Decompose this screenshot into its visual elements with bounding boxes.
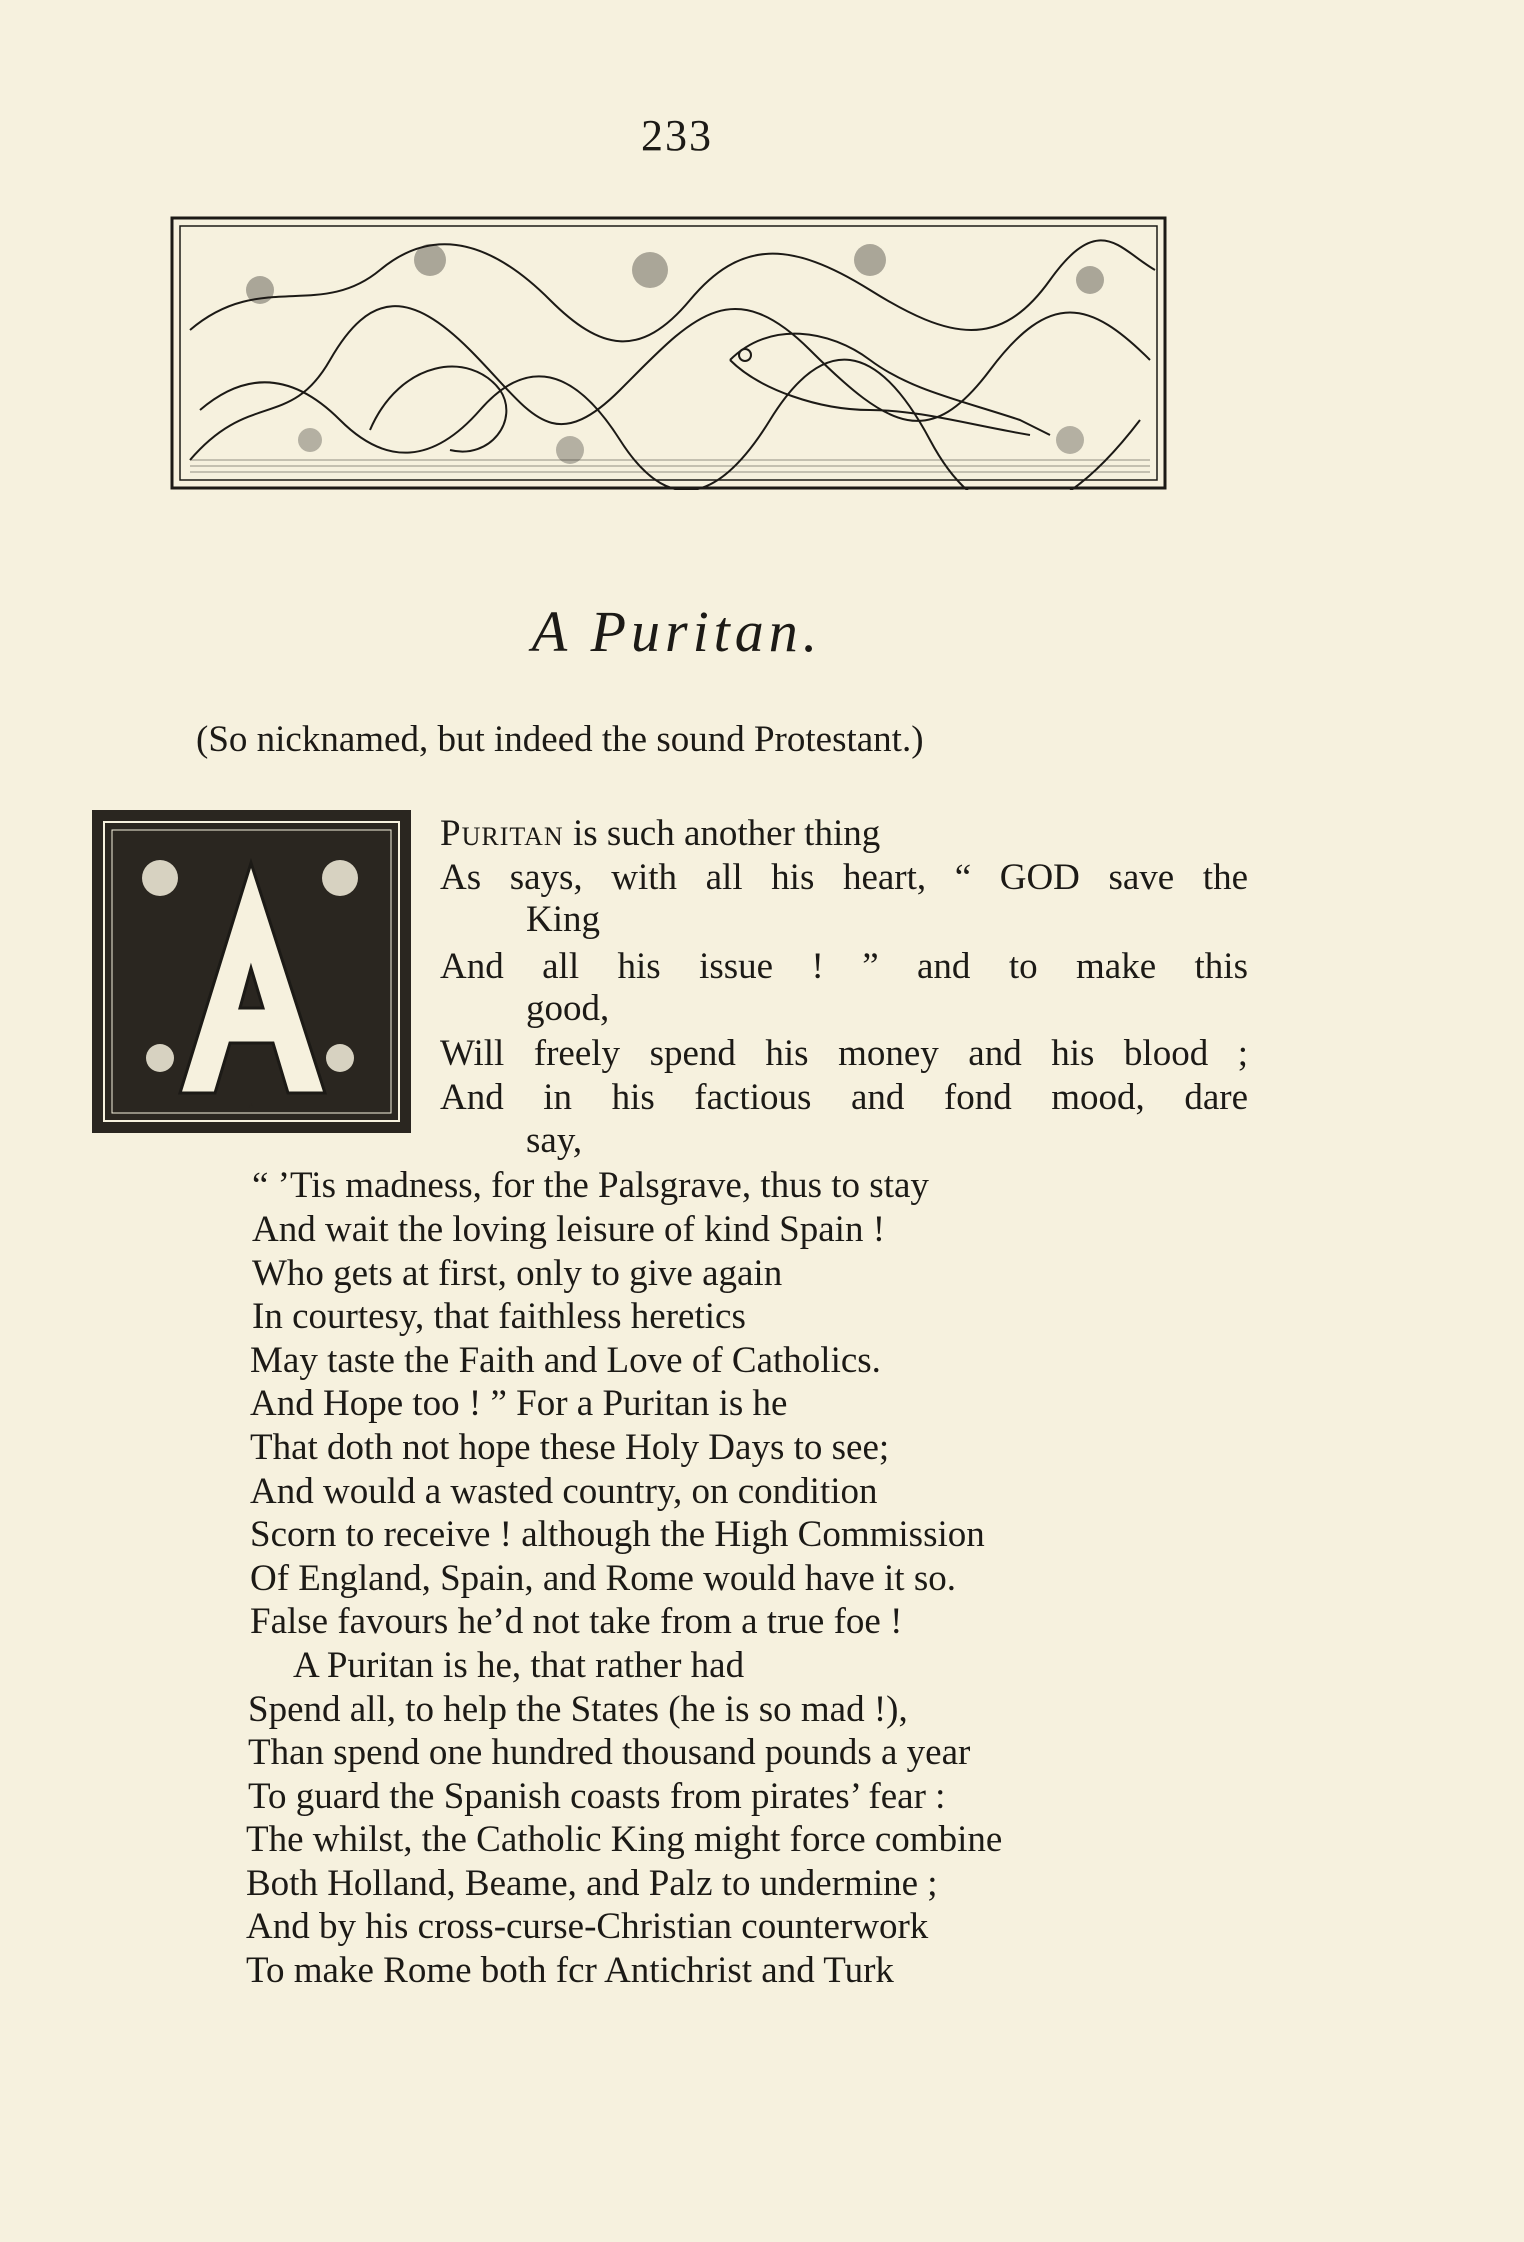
poem-line: Who gets at first, only to give again: [252, 1253, 783, 1294]
poem-line: [440, 815, 880, 852]
poem-line: False favours he’d not take from a true foe !: [250, 1601, 903, 1642]
svg-text:A: A: [248, 1101, 254, 1110]
opening-word: Puritan: [440, 813, 564, 854]
poem-line: And Hope too ! ” For a Puritan is he: [250, 1383, 788, 1424]
poem-line: And by his cross-curse-Christian counterwork: [246, 1906, 929, 1947]
poem-line: To guard the Spanish coasts from pirates’ fear :: [248, 1776, 946, 1817]
poem-line: May taste the Faith and Love of Catholics.: [250, 1340, 881, 1381]
poem-line: good,: [526, 988, 610, 1029]
poem-line: Both Holland, Beame, and Palz to undermine ;: [246, 1863, 938, 1904]
poem-line: To make Rome both fcr Antichrist and Turk: [246, 1950, 894, 1991]
poem-line: That doth not hope these Holy Days to see;: [250, 1427, 890, 1468]
poem-line: The whilst, the Catholic King might force combine: [246, 1819, 1003, 1860]
poem-line: And in his factious and fond mood, dare: [440, 1077, 1248, 1118]
poem-line: “ ’Tis madness, for the Palsgrave, thus to stay: [252, 1165, 929, 1206]
poem-line: And would a wasted country, on condition: [250, 1471, 878, 1512]
poem-subtitle: (So nicknamed, but indeed the sound Protestant.): [196, 719, 924, 760]
floral-bird-headpiece: [170, 210, 1167, 490]
poem-title: A Puritan.: [531, 599, 823, 664]
poem-line: Will freely spend his money and his blood ;: [440, 1033, 1248, 1074]
poem-line: say,: [526, 1120, 583, 1161]
poem-line: Spend all, to help the States (he is so mad !),: [248, 1689, 908, 1730]
poem-line: King: [526, 899, 600, 940]
opening-line-rest: is such another thing: [563, 813, 881, 854]
poem-line: As says, with all his heart, “ GOD save the: [440, 857, 1248, 898]
poem-line: Scorn to receive ! although the High Commission: [250, 1514, 985, 1555]
poem-line: And all his issue ! ” and to make this: [440, 946, 1248, 987]
poem-line: Of England, Spain, and Rome would have it so.: [250, 1558, 956, 1599]
poem-line: Than spend one hundred thousand pounds a year: [248, 1732, 971, 1773]
page-number: 233: [641, 111, 713, 160]
decorated-initial-a: [90, 808, 413, 1135]
poem-line: And wait the loving leisure of kind Spain !: [252, 1209, 886, 1250]
poem-line: In courtesy, that faithless heretics: [252, 1296, 746, 1337]
poem-line: A Puritan is he, that rather had: [293, 1645, 745, 1686]
